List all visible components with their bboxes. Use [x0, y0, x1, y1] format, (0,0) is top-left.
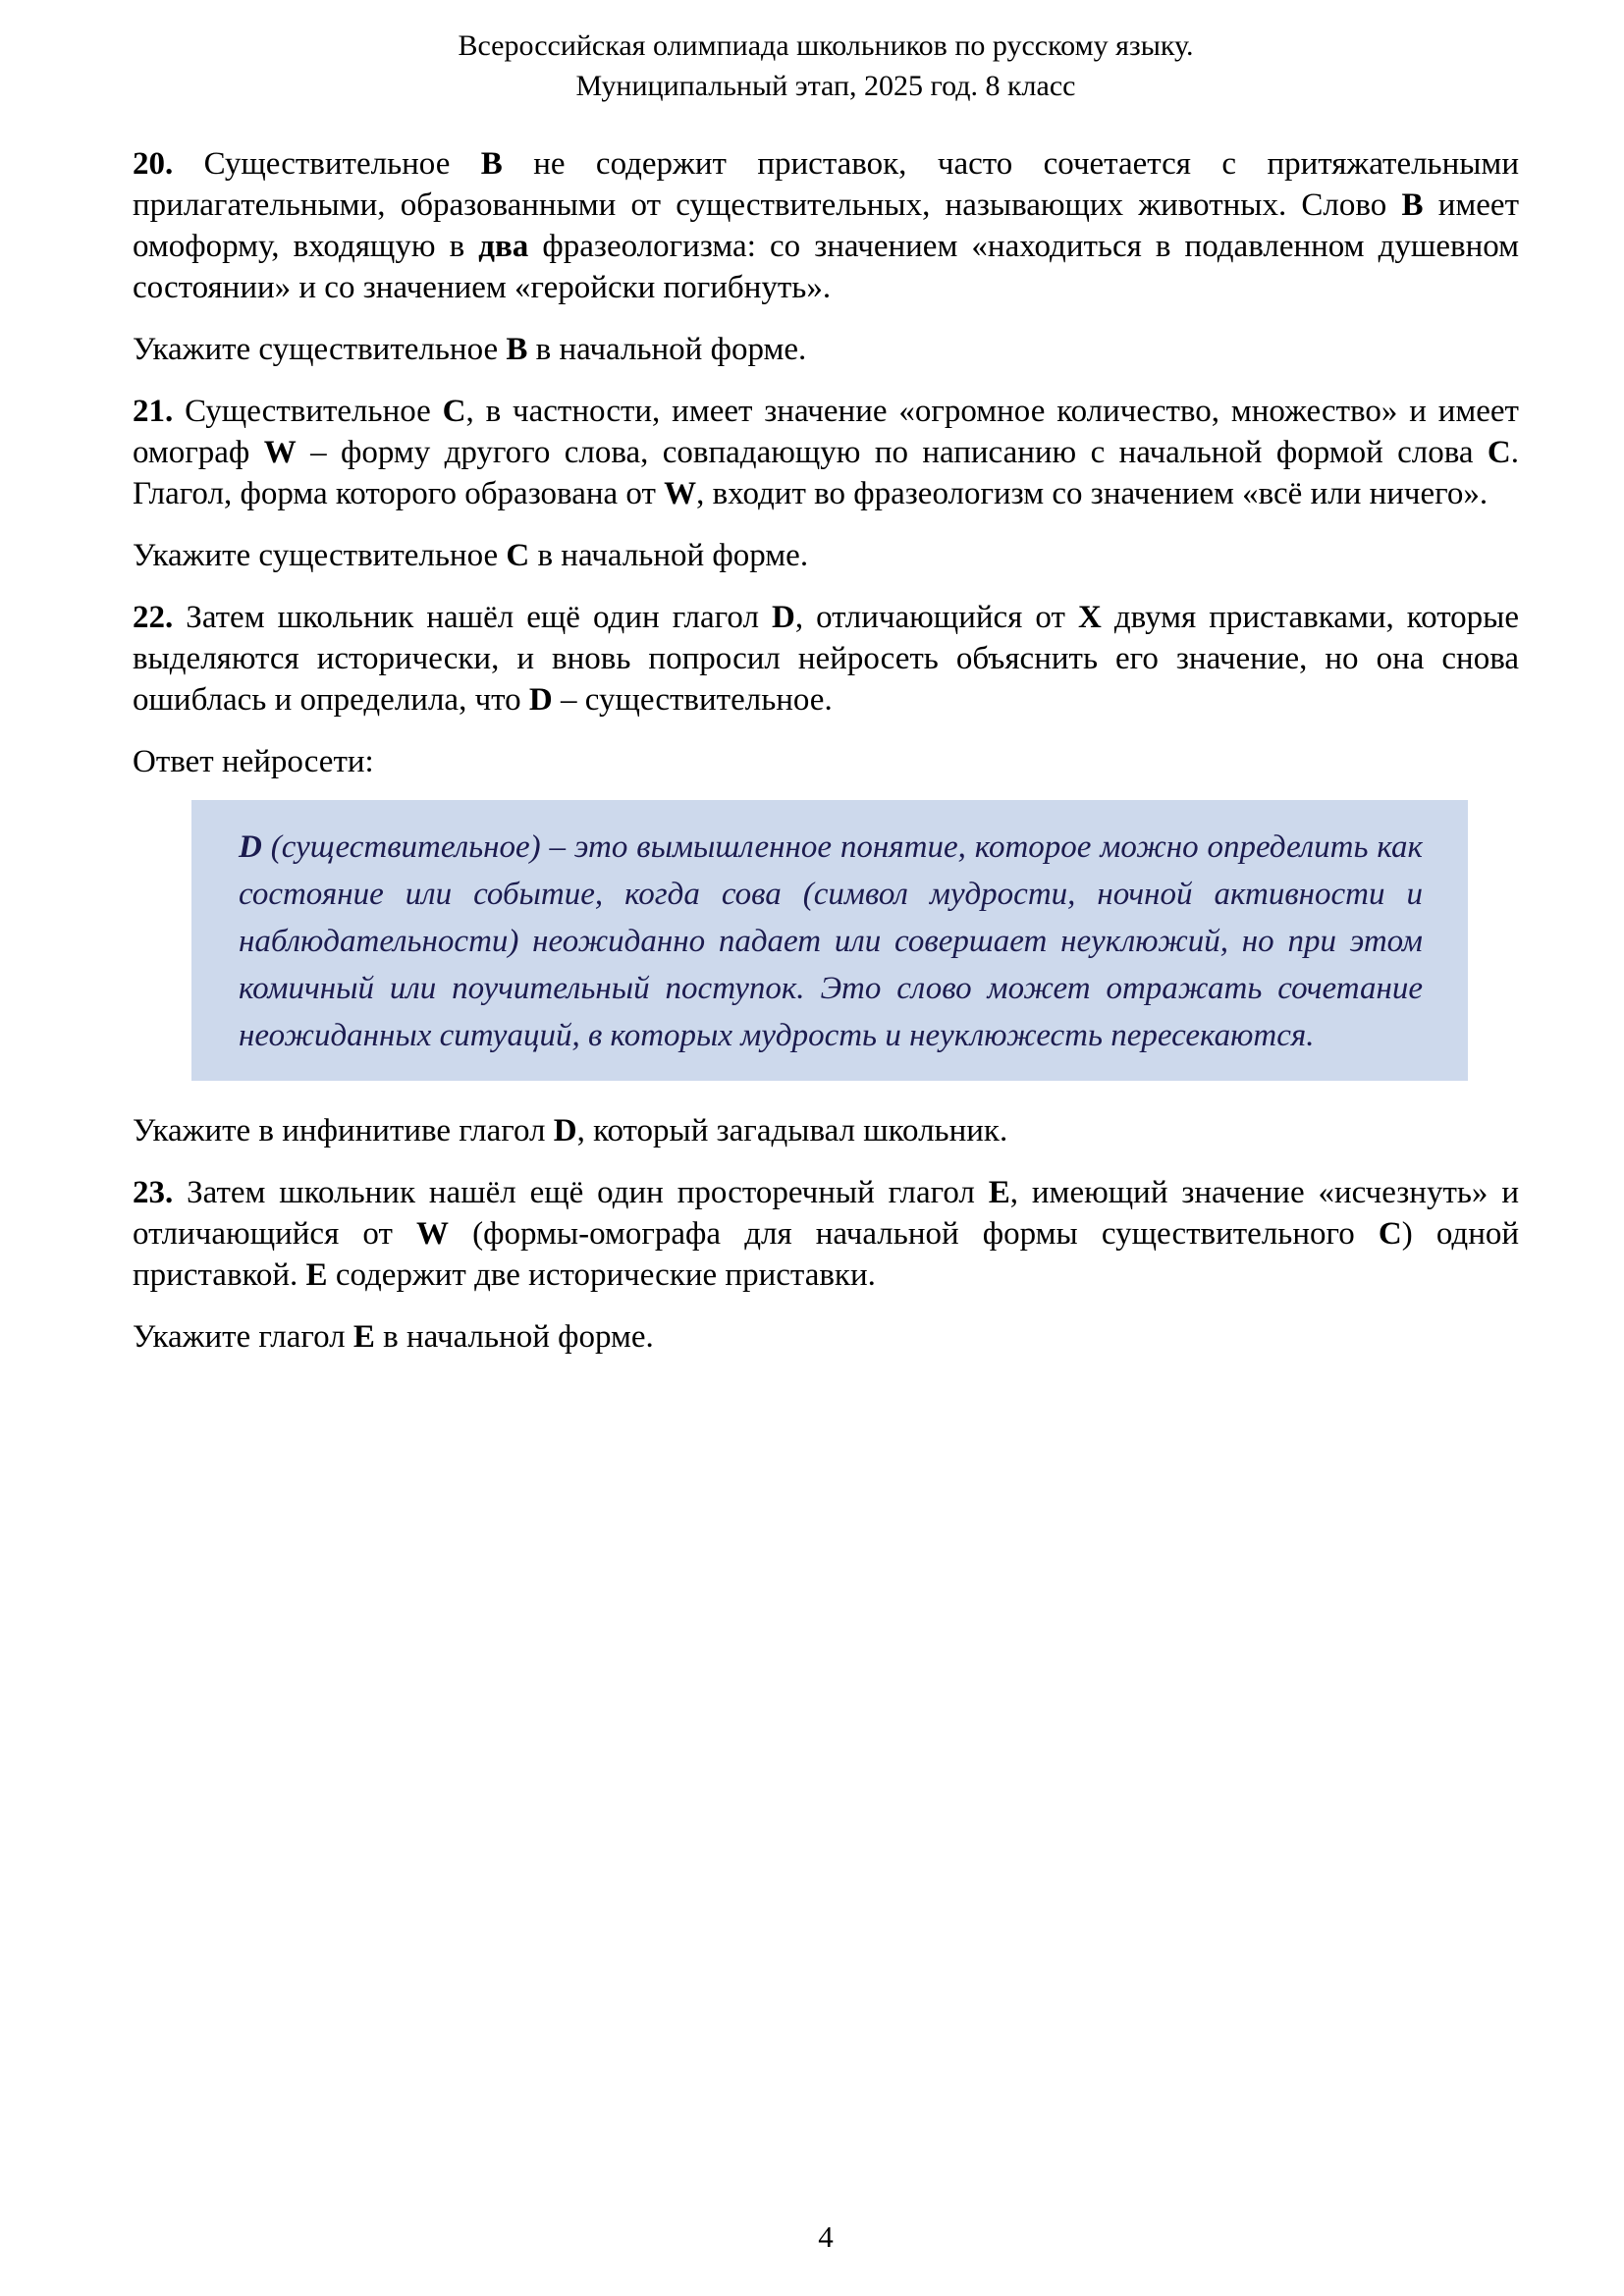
- header-subtitle: Муниципальный этап, 2025 год. 8 класс: [575, 70, 1076, 102]
- word-letter-W: W: [664, 476, 697, 511]
- word-letter-B: В: [480, 146, 503, 182]
- text-segment: фразеологизма: со значением «находиться в подавленном душевном состоянии» и со значением «геройски погибнуть».: [133, 229, 1519, 305]
- question-22-paragraph: [133, 597, 1519, 721]
- page-number: 4: [818, 2219, 834, 2254]
- word-letter-B: В: [506, 332, 528, 367]
- text-segment: двумя приставками, которые выделяются исторически, и вновь попросил нейросеть объяснить его значение, но она снова ошиблась и определила, что: [133, 600, 1520, 718]
- page-header: [133, 26, 1519, 106]
- text-segment: в начальной форме.: [527, 332, 807, 367]
- word-letter-B: В: [1401, 187, 1424, 223]
- question-20-paragraph: [133, 143, 1519, 308]
- text-segment: ) одной приставкой.: [133, 1216, 1520, 1293]
- text-segment: , входит во фразеологизм со значением «всё или ничего».: [696, 476, 1489, 511]
- question-21-task: [133, 535, 1519, 576]
- text-segment: Укажите существительное: [133, 332, 507, 367]
- word-letter-C: С: [506, 538, 530, 573]
- text-segment: , который загадывал школьник.: [576, 1113, 1008, 1148]
- word-letter-D: D: [239, 829, 262, 865]
- text-segment: – существительное.: [552, 682, 833, 718]
- header-title: Всероссийская олимпиада школьников по русскому языку.: [458, 29, 1194, 62]
- neural-answer-box: [191, 800, 1468, 1081]
- word-letter-E: E: [305, 1257, 328, 1293]
- word-letter-D: D: [771, 600, 795, 635]
- text-segment: содержит две исторические приставки.: [327, 1257, 876, 1293]
- question-22-number: 22.: [133, 600, 174, 635]
- text-segment: Затем школьник нашёл ещё один просторечный глагол: [173, 1175, 989, 1210]
- text-segment: (существительное) – это вымышленное понятие, которое можно определить как состояние или событие, когда сова (символ мудрости, ночной активности и наблюдательности) неожиданно падает или совершает неуклюжий, но при этом комичный или поучительный поступок. Это слово может отражать сочетание неожиданных ситуаций, в которых мудрость и неуклюжесть пересекаются.: [239, 829, 1423, 1053]
- text-segment: , имеющий значение «исчезнуть» и отличающийся от: [133, 1175, 1519, 1252]
- word-letter-C: С: [1378, 1216, 1402, 1252]
- word-dva: два: [478, 229, 529, 264]
- word-letter-X: X: [1077, 600, 1102, 635]
- text-segment: Существительное: [173, 146, 481, 182]
- question-21-paragraph: [133, 391, 1519, 514]
- text-segment: Укажите существительное: [133, 538, 507, 573]
- question-20-task: [133, 329, 1519, 370]
- text-segment: , отличающийся от: [794, 600, 1078, 635]
- question-23-task: [133, 1316, 1519, 1358]
- word-letter-W: W: [416, 1216, 450, 1252]
- question-23-paragraph: [133, 1172, 1519, 1296]
- text-segment: (формы-омографа для начальной формы существительного: [449, 1216, 1379, 1252]
- neural-answer-label: Ответ нейросети:: [133, 744, 374, 779]
- word-letter-E: E: [352, 1319, 375, 1355]
- text-segment: Существительное: [173, 394, 443, 429]
- text-segment: – форму другого слова, совпадающую по написанию с начальной формой слова: [296, 435, 1488, 470]
- text-segment: в начальной форме.: [374, 1319, 654, 1355]
- question-20-number: 20.: [133, 146, 174, 182]
- text-segment: не содержит приставок, часто сочетается с притяжательными прилагательными, образованными от существительных, называющих животных. Слово: [133, 146, 1519, 223]
- word-letter-D: D: [553, 1113, 577, 1148]
- word-letter-C: С: [1487, 435, 1511, 470]
- word-letter-E: E: [988, 1175, 1010, 1210]
- word-letter-W: W: [263, 435, 297, 470]
- question-23-number: 23.: [133, 1175, 174, 1210]
- text-segment: . Глагол, форма которого образована от: [133, 435, 1519, 511]
- text-segment: Укажите глагол: [133, 1319, 353, 1355]
- question-21-number: 21.: [133, 394, 174, 429]
- page-footer: [133, 2219, 1519, 2255]
- word-letter-C: С: [442, 394, 466, 429]
- word-letter-D: D: [528, 682, 553, 718]
- text-segment: Укажите в инфинитиве глагол: [133, 1113, 554, 1148]
- question-22-task: [133, 1110, 1519, 1151]
- text-segment: Затем школьник нашёл ещё один глагол: [173, 600, 772, 635]
- text-segment: в начальной форме.: [529, 538, 809, 573]
- text-segment: , в частности, имеет значение «огромное количество, множество» и имеет омограф: [133, 394, 1519, 470]
- text-segment: имеет омоформу, входящую в: [133, 187, 1520, 264]
